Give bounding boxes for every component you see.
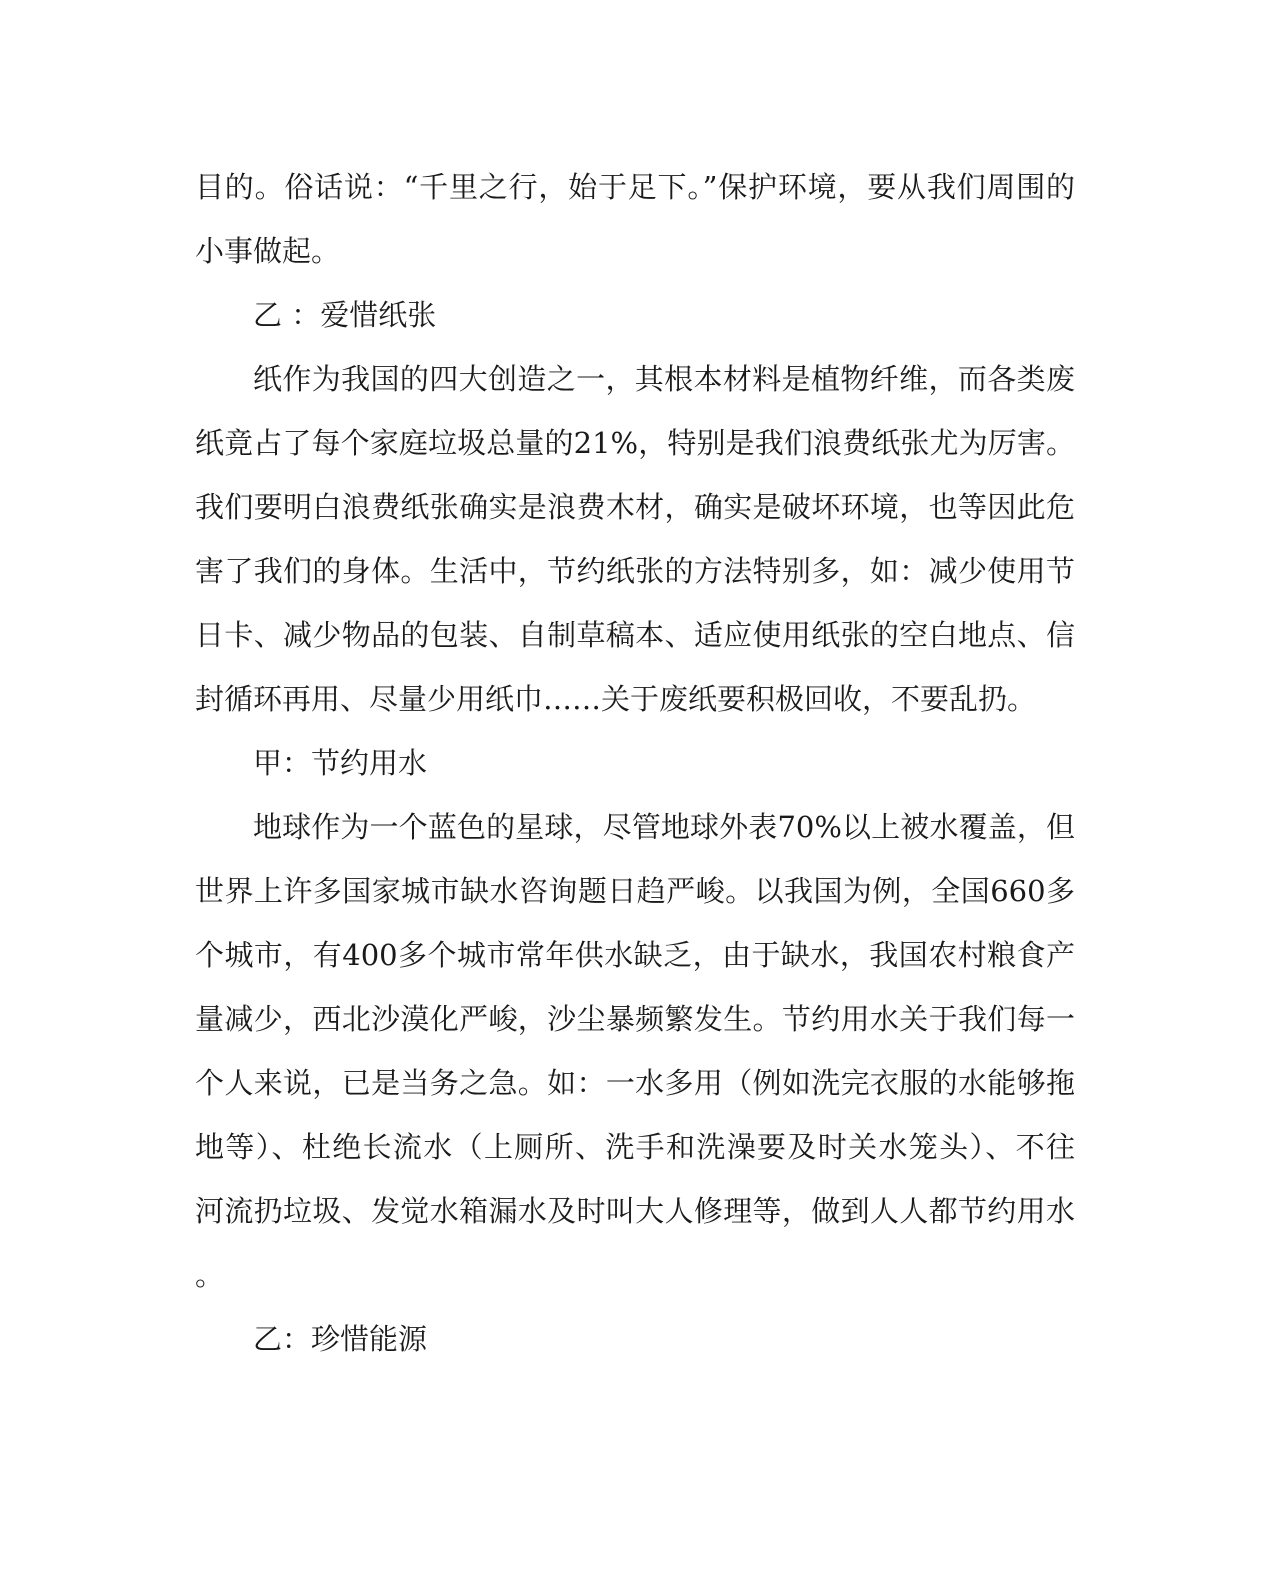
text-line: 纸作为我国的四大创造之一，其根本材料是植物纤维，而各类废 xyxy=(253,362,1075,396)
text-line: 个城市，有400多个城市常年供水缺乏，由于缺水，我国农村粮食产 xyxy=(195,938,1075,972)
text-line: 小事做起。 xyxy=(195,234,341,268)
text-line: 我们要明白浪费纸张确实是浪费木材，确实是破坏环境，也等因此危 xyxy=(195,490,1075,524)
text-line: 地等）、杜绝长流水（上厕所、洗手和洗澡要及时关水笼头）、不往 xyxy=(195,1130,1075,1164)
text-line: 河流扔垃圾、发觉水箱漏水及时叫大人修理等，做到人人都节约用水 xyxy=(195,1194,1075,1228)
section-heading: 乙 ：爱惜纸张 xyxy=(253,298,437,332)
text-line: 封循环再用、尽量少用纸巾……关于废纸要积极回收，不要乱扔。 xyxy=(195,682,1037,716)
text-line: 世界上许多国家城市缺水咨询题日趋严峻。以我国为例，全国660多 xyxy=(195,874,1075,908)
text-line: 害了我们的身体。生活中，节约纸张的方法特别多，如：减少使用节 xyxy=(195,554,1075,588)
text-line: 目的。俗话说：“千里之行，始于足下。”保护环境，要从我们周围的 xyxy=(195,170,1075,204)
text-line: 纸竟占了每个家庭垃圾总量的21%，特别是我们浪费纸张尤为厉害。 xyxy=(195,426,1075,460)
text-line: 个人来说，已是当务之急。如：一水多用（例如洗完衣服的水能够拖 xyxy=(195,1066,1075,1100)
section-heading: 乙：珍惜能源 xyxy=(253,1322,428,1356)
text-line: 量减少，西北沙漠化严峻，沙尘暴频繁发生。节约用水关于我们每一 xyxy=(195,1002,1075,1036)
text-line: 日卡、减少物品的包装、自制草稿本、适应使用纸张的空白地点、信 xyxy=(195,618,1075,652)
text-line: 。 xyxy=(195,1258,225,1292)
document-body xyxy=(195,155,1075,1371)
text-line: 地球作为一个蓝色的星球，尽管地球外表70%以上被水覆盖，但 xyxy=(253,810,1075,844)
section-heading: 甲：节约用水 xyxy=(253,746,428,780)
